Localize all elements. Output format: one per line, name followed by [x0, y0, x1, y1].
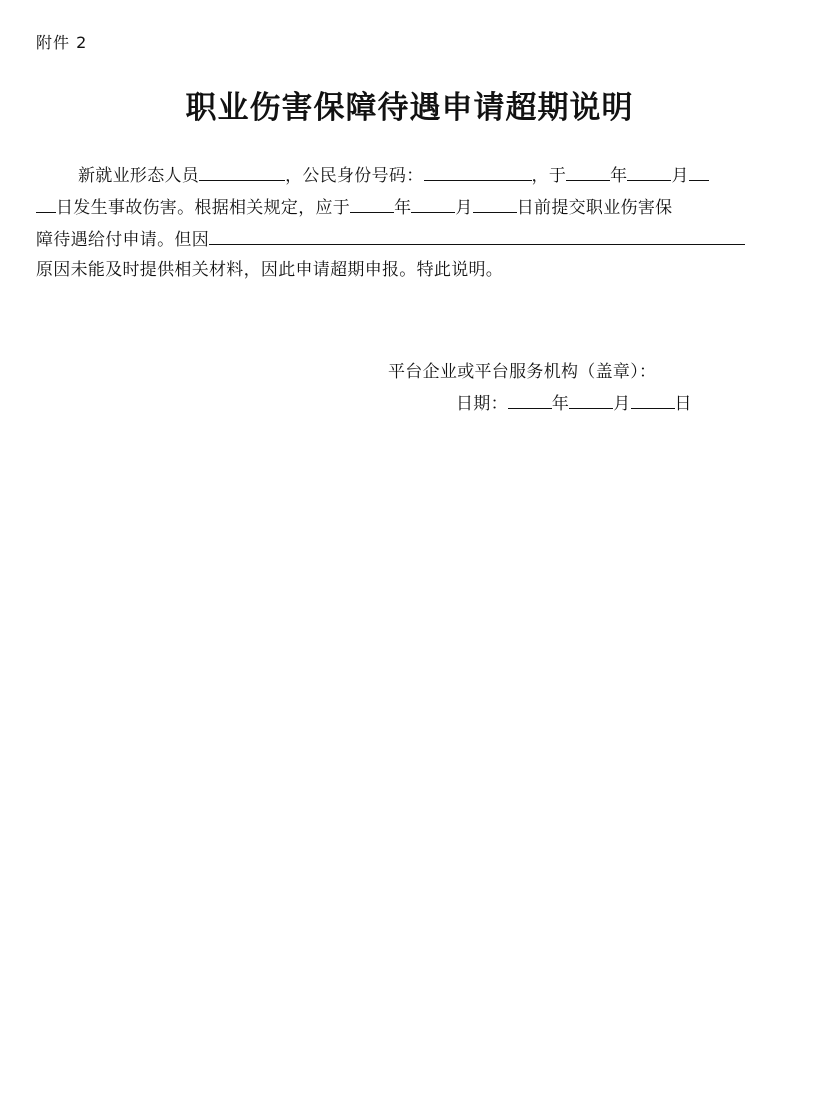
signature-org-label: 平台企业或平台服务机构（盖章）： — [388, 362, 657, 382]
body-line-2 — [36, 194, 796, 220]
day-label: 日 — [674, 394, 692, 414]
deadline-month-blank-field[interactable] — [411, 194, 455, 213]
deadline-day-blank-field[interactable] — [473, 194, 517, 213]
accident-month-blank-field[interactable] — [627, 162, 671, 181]
text-segment: 年 — [610, 166, 628, 186]
text-segment: 日发生事故伤害。根据相关规定，应于 — [56, 198, 351, 218]
body-line-4 — [36, 258, 796, 282]
text-segment: ，于 — [531, 166, 567, 186]
date-label: 日期： — [456, 394, 508, 414]
year-label: 年 — [551, 394, 570, 414]
name-blank-field[interactable] — [199, 162, 285, 181]
text-segment: 月 — [671, 166, 689, 186]
month-label: 月 — [613, 394, 631, 414]
text-segment: 年 — [394, 198, 412, 218]
accident-day-blank-continued[interactable] — [36, 194, 56, 213]
body-line-3 — [36, 226, 796, 252]
sign-month-blank-field[interactable] — [569, 390, 613, 409]
text-segment: 障待遇给付申请。但因 — [36, 230, 209, 250]
body-line-1 — [36, 162, 819, 188]
document-title: 职业伤害保障待遇申请超期说明 — [185, 90, 634, 126]
signature-date-line — [456, 390, 692, 416]
text-segment: 原因未能及时提供相关材料，因此申请超期申报。特此说明。 — [36, 260, 504, 280]
sign-day-blank-field[interactable] — [631, 390, 675, 409]
id-number-blank-field[interactable] — [424, 162, 532, 181]
accident-year-blank-field[interactable] — [566, 162, 610, 181]
text-segment: ，公民身份号码： — [285, 166, 424, 186]
text-segment: 日前提交职业伤害保 — [516, 198, 673, 218]
reason-blank-field[interactable] — [209, 226, 745, 245]
text-segment: 新就业形态人员 — [78, 166, 200, 186]
sign-year-blank-field[interactable] — [508, 390, 552, 409]
accident-day-blank-field[interactable] — [689, 162, 709, 181]
text-segment: 月 — [455, 198, 473, 218]
deadline-year-blank-field[interactable] — [350, 194, 394, 213]
attachment-label: 附件 2 — [36, 33, 88, 52]
